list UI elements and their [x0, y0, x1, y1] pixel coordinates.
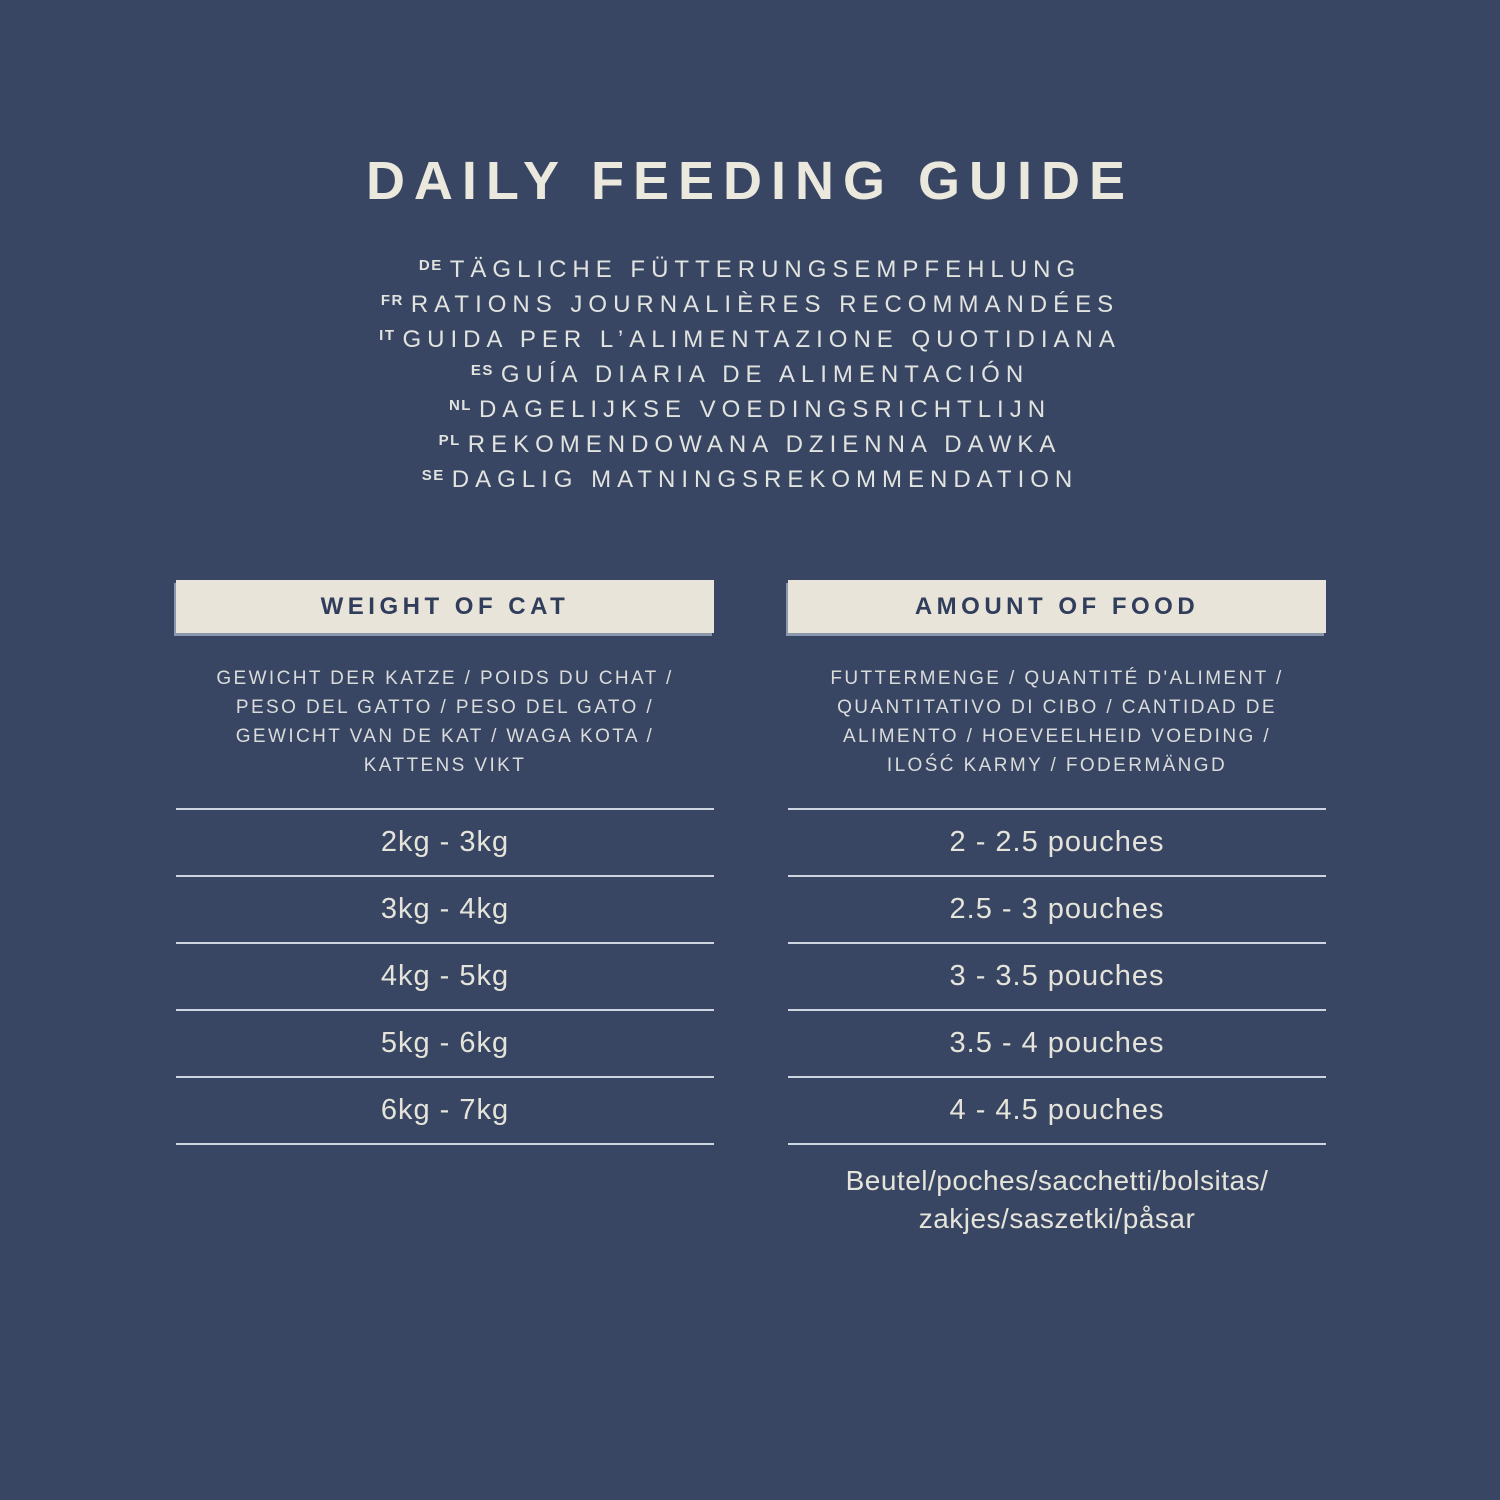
translation-line-de — [0, 252, 1500, 287]
weight-header-label: WEIGHT OF CAT — [320, 592, 570, 620]
table-row: 4 - 4.5 pouches — [788, 1076, 1326, 1143]
amount-subheader-line: FUTTERMENGE / QUANTITÉ D'ALIMENT / — [830, 668, 1284, 689]
pouches-footnote — [788, 1162, 1326, 1238]
lang-code-de: DE — [418, 257, 443, 274]
title-translations — [0, 252, 1500, 497]
amount-subheader-line: ILOŚĆ KARMY / FODERMÄNGD — [886, 755, 1228, 776]
translation-text-it: GUIDA PER L’ALIMENTAZIONE QUOTIDIANA — [402, 326, 1121, 353]
translation-text-es: GUÍA DIARIA DE ALIMENTACIÓN — [500, 361, 1030, 388]
translation-text-fr: RATIONS JOURNALIÈRES RECOMMANDÉES — [410, 291, 1120, 318]
amount-table — [788, 808, 1326, 1145]
lang-code-es: ES — [470, 362, 494, 379]
table-row: 2 - 2.5 pouches — [788, 808, 1326, 875]
lang-code-nl: NL — [448, 397, 472, 414]
pouches-footnote-line: Beutel/poches/sacchetti/bolsitas/ — [845, 1165, 1269, 1196]
table-row: 5kg - 6kg — [176, 1009, 714, 1076]
translation-line-nl — [0, 392, 1500, 427]
weight-of-cat-column — [176, 580, 714, 1145]
amount-subheader-line: ALIMENTO / HOEVEELHEID VOEDING / — [842, 726, 1272, 747]
weight-subheader-line: PESO DEL GATTO / PESO DEL GATO / — [235, 697, 655, 718]
table-row: 2kg - 3kg — [176, 808, 714, 875]
translation-line-fr — [0, 287, 1500, 322]
weight-subheader-line: GEWICHT VAN DE KAT / WAGA KOTA / — [235, 726, 655, 747]
translation-line-es — [0, 357, 1500, 392]
amount-of-food-column — [788, 580, 1326, 1238]
lang-code-se: SE — [421, 467, 445, 484]
amount-subheader-line: QUANTITATIVO DI CIBO / CANTIDAD DE — [837, 697, 1277, 718]
lang-code-fr: FR — [380, 292, 404, 309]
translation-text-nl: DAGELIJKSE VOEDINGSRICHTLIJN — [478, 396, 1052, 423]
translation-line-pl — [0, 427, 1500, 462]
translation-text-de: TÄGLICHE FÜTTERUNGSEMPFEHLUNG — [449, 256, 1082, 283]
table-row: 6kg - 7kg — [176, 1076, 714, 1143]
table-row: 3 - 3.5 pouches — [788, 942, 1326, 1009]
amount-header-label: AMOUNT OF FOOD — [914, 592, 1200, 620]
weight-table — [176, 808, 714, 1145]
amount-subheader — [788, 664, 1326, 780]
amount-header-bar — [788, 580, 1326, 633]
pouches-footnote-line: zakjes/saszetki/påsar — [918, 1203, 1196, 1234]
table-row: 2.5 - 3 pouches — [788, 875, 1326, 942]
lang-code-it: IT — [379, 327, 396, 344]
weight-subheader-line: GEWICHT DER KATZE / POIDS DU CHAT / — [216, 668, 674, 689]
table-row: 3kg - 4kg — [176, 875, 714, 942]
translation-text-se: DAGLIG MATNINGSREKOMMENDATION — [451, 466, 1079, 493]
table-row: 4kg - 5kg — [176, 942, 714, 1009]
lang-code-pl: PL — [438, 432, 461, 449]
weight-header-bar — [176, 580, 714, 633]
translation-line-se — [0, 462, 1500, 497]
weight-subheader — [176, 664, 714, 780]
weight-subheader-line: KATTENS VIKT — [363, 755, 527, 776]
page-title: DAILY FEEDING GUIDE — [365, 151, 1135, 211]
table-row: 3.5 - 4 pouches — [788, 1009, 1326, 1076]
translation-line-it — [0, 322, 1500, 357]
translation-text-pl: REKOMENDOWANA DZIENNA DAWKA — [467, 431, 1062, 458]
